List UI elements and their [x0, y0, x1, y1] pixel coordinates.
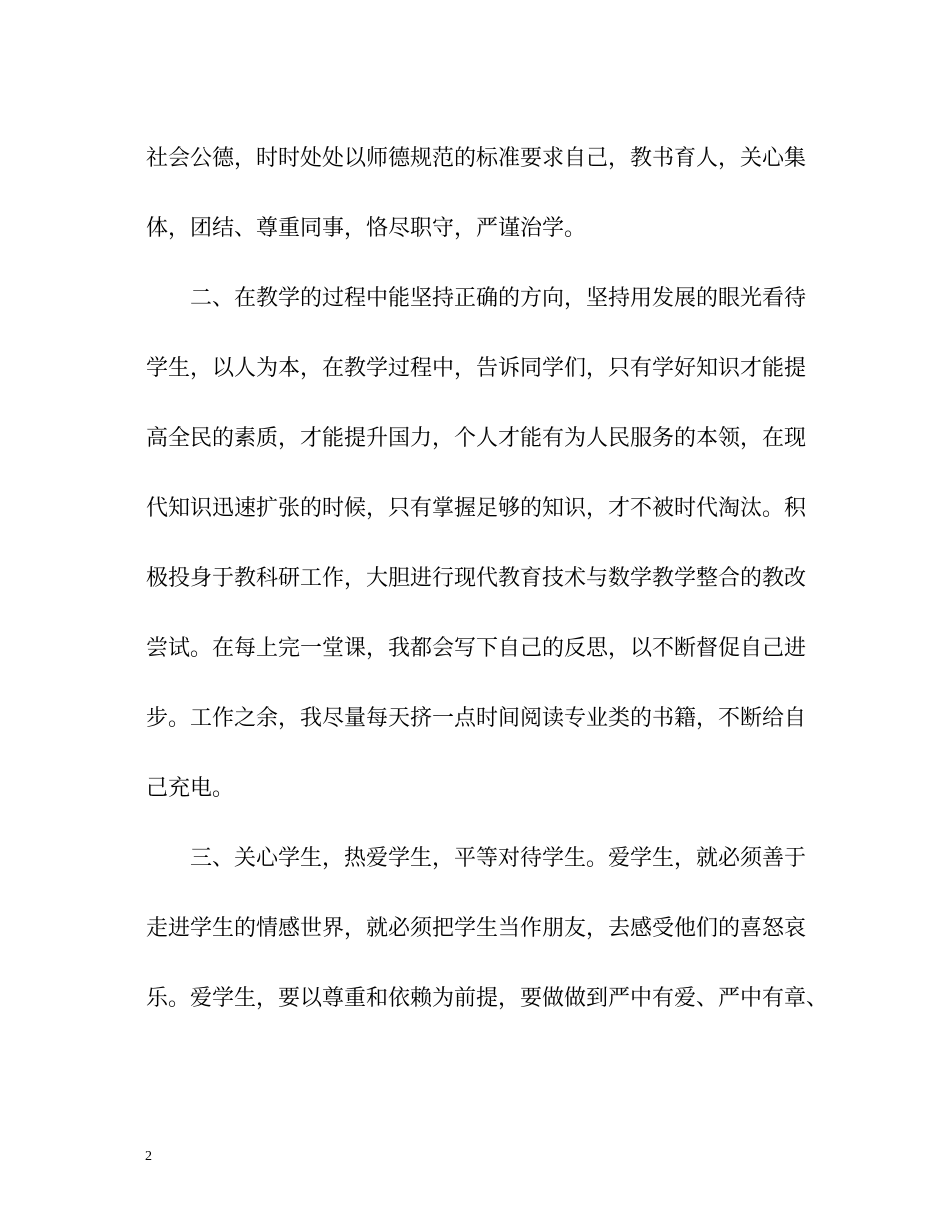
text-line: 走进学生的情感世界，就必须把学生当作朋友，去感受他们的喜怒哀 — [146, 916, 807, 941]
page-number: 2 — [145, 1149, 152, 1164]
text-line: 极投身于教科研工作，大胆进行现代教育技术与数学教学整合的教改 — [146, 566, 807, 591]
text-line: 尝试。在每上完一堂课，我都会写下自己的反思，以不断督促自己进 — [146, 636, 807, 661]
text-line: 己充电。 — [146, 776, 235, 801]
text-line: 三、关心学生，热爱学生，平等对待学生。爱学生，就必须善于 — [190, 846, 807, 871]
text-line: 高全民的素质，才能提升国力，个人才能有为人民服务的本领，在现 — [146, 426, 807, 451]
text-line: 步。工作之余，我尽量每天挤一点时间阅读专业类的书籍，不断给自 — [146, 706, 807, 731]
text-line: 社会公德，时时处处以师德规范的标准要求自己，教书育人，关心集 — [146, 146, 807, 171]
text-line: 学生，以人为本，在教学过程中，告诉同学们，只有学好知识才能提 — [146, 356, 807, 381]
text-line: 代知识迅速扩张的时候，只有掌握足够的知识，才不被时代淘汰。积 — [146, 496, 807, 521]
text-line: 乐。爱学生，要以尊重和依赖为前提，要做做到严中有爱、严中有章、 — [146, 986, 829, 1011]
text-line: 体，团结、尊重同事，恪尽职守，严谨治学。 — [146, 216, 587, 241]
text-line: 二、在教学的过程中能坚持正确的方向，坚持用发展的眼光看待 — [190, 286, 807, 311]
